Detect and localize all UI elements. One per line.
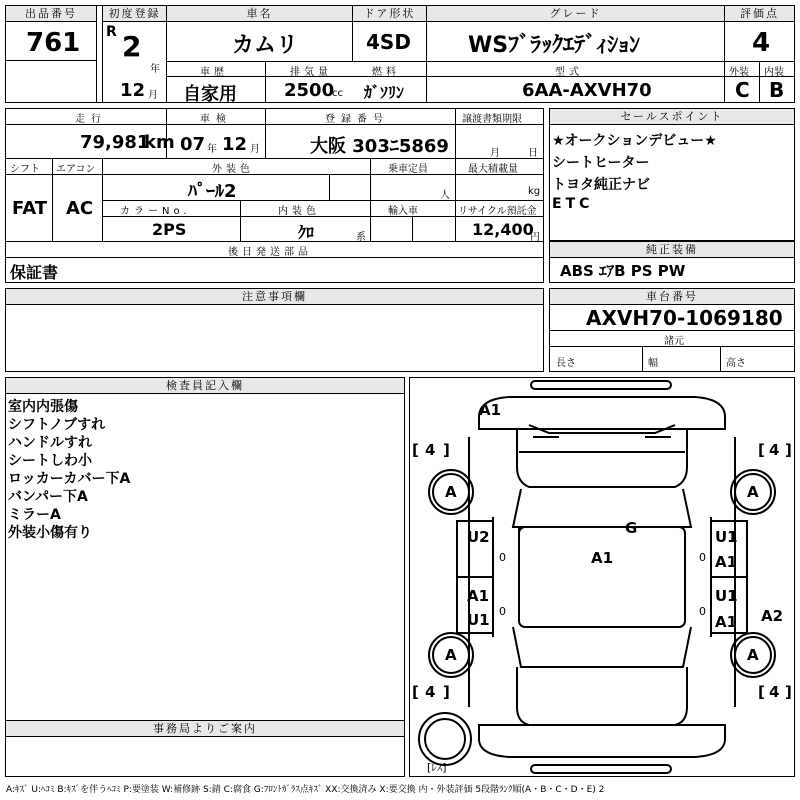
kei-unit: 系 (356, 232, 366, 243)
inspector-note-3: ハンドルすれ (8, 435, 92, 451)
registration-label: 登録番号 (325, 114, 389, 125)
sales-point-4: ETC (552, 196, 594, 212)
zero-right-rear: 0 (699, 605, 706, 618)
mileage-label: 走行 (75, 114, 107, 125)
mark-left-rear-1: A1 (467, 587, 490, 605)
inspector-note-2: シフトノブすれ (8, 417, 106, 433)
mark-center: A1 (591, 549, 614, 567)
width-label: 幅 (648, 358, 658, 369)
recycle-label: リサイクル預託金 (458, 206, 537, 217)
bracket-fl-close: ] (443, 441, 450, 459)
dimensions-label: 諸元 (664, 336, 684, 347)
history-value: 自家用 (183, 84, 237, 105)
sales-point-3: トヨタ純正ナビ (552, 177, 650, 193)
legend: A:ｷｽﾞ U:ﾍｺﾐ B:ｷｽﾞを伴うﾍｺﾐ P:要塗装 W:補修跡 S:錆 C:腐食 G:ﾌﾛﾝﾄｶﾞﾗｽ点ｷｽﾞ XX:交換済み X:要交換 内・外装評価 5段階ﾗﾝｸ順(A・B・C・D・E) 2 (6, 785, 605, 795)
displacement-label: 排気量 (290, 67, 332, 78)
bracket-rr-open: [ (758, 683, 765, 701)
kg-unit: kg (528, 186, 541, 197)
car-diagram (409, 377, 795, 777)
lot-no-value: 761 (26, 28, 81, 58)
ext-color-value: ﾊﾟｰﾙ2 (188, 181, 237, 202)
max-load-label: 最大積載量 (468, 164, 518, 175)
tire-fl: A (445, 483, 457, 501)
person-unit: 人 (440, 190, 450, 201)
genuine-equip-header: 純正装備 (550, 242, 794, 258)
mark-right-front-2: A1 (715, 553, 738, 571)
sales-point-1: ★オークションデビュー★ (552, 133, 717, 149)
length-label: 長さ (556, 358, 576, 369)
int-color-label: 内装色 (278, 206, 320, 217)
transfer-day-unit: 日 (528, 148, 538, 159)
grade-value: WSﾌﾞﾗｯｸｴﾃﾞｨｼｮﾝ (468, 33, 641, 58)
aircon-label: エアコン (56, 164, 96, 175)
insp-year-unit: 年 (207, 144, 217, 155)
insp-month-unit: 月 (250, 144, 260, 155)
inspector-header: 検査員記入欄 (6, 378, 404, 394)
displacement-value: 2500 (284, 80, 335, 101)
bracket-rl-close: ] (443, 683, 450, 701)
tire-depth-fr: 4 (769, 441, 780, 459)
color-no-label: カラーNo. (120, 206, 191, 217)
import-label: 輸入車 (388, 206, 418, 217)
era-value: R (106, 24, 117, 40)
score-value: 4 (752, 28, 771, 58)
km-unit: km (144, 132, 175, 153)
spare-label: [ﾚｽ] (427, 761, 447, 774)
ext-color-label: 外装色 (212, 164, 254, 175)
transfer-doc-label: 譲渡書類期限 (462, 114, 522, 125)
mark-right-rear-1: U1 (715, 587, 738, 605)
score-header: 評価点 (725, 6, 794, 22)
insp-month: 12 (222, 134, 248, 155)
fuel-label: 燃料 (372, 67, 400, 78)
lot-no-header: 出品番号 (6, 6, 96, 22)
mark-g: G (625, 519, 638, 537)
inspector-note-6: バンパー下A (8, 489, 88, 505)
history-label: 車歴 (200, 67, 228, 78)
bracket-fr-open: [ (758, 441, 765, 459)
tire-depth-rr: 4 (769, 683, 780, 701)
shift-label: シフト (10, 164, 40, 175)
bracket-rl-open: [ (412, 683, 419, 701)
notes-header: 注意事項欄 (6, 289, 543, 305)
year-unit: 年 (150, 64, 160, 75)
model-code-value: 6AA-AXVH70 (522, 80, 652, 101)
inspector-note-4: シートしわ小 (8, 453, 92, 469)
grade-header: グレード (427, 6, 724, 22)
interior-value: B (769, 78, 785, 102)
door-value: 4SD (366, 30, 411, 54)
sales-points-header: セールスポイント (550, 109, 794, 125)
zero-left-front: 0 (499, 551, 506, 564)
fuel-value: ｶﾞｿﾘﾝ (364, 83, 405, 102)
mileage-value: 79,981 (80, 132, 150, 153)
insp-year: 07 (180, 134, 206, 155)
inspector-note-5: ロッカーカバー下A (8, 471, 131, 487)
exterior-value: C (735, 78, 750, 102)
car-name-value: カムリ (232, 33, 299, 58)
height-label: 高さ (726, 358, 746, 369)
first-reg-month: 12 (120, 80, 146, 101)
shift-value: FAT (12, 198, 48, 219)
yen-unit: 円 (530, 232, 540, 243)
inspector-note-8: 外装小傷有り (8, 525, 92, 541)
month-unit: 月 (148, 90, 158, 101)
model-code-label: 型式 (555, 67, 583, 78)
inspector-note-1: 室内内張傷 (8, 399, 78, 415)
door-header: ドア形状 (353, 6, 426, 22)
cc-unit: cc (332, 88, 343, 99)
interior-label: 内装 (764, 67, 784, 78)
tire-depth-fl: 4 (425, 441, 436, 459)
genuine-equip-value: ABS ｴｱB PS PW (560, 262, 686, 280)
mark-rear-right: A2 (761, 607, 784, 625)
later-parts-label: 後日発送部品 (228, 247, 312, 258)
recycle-value: 12,400 (472, 220, 534, 239)
color-no-value: 2PS (152, 220, 187, 239)
bracket-fr-close: ] (785, 441, 792, 459)
sales-point-2: シートヒーター (552, 155, 650, 171)
mark-right-rear-2: A1 (715, 613, 738, 631)
exterior-label: 外装 (729, 67, 749, 78)
first-reg-header: 初度登録 (103, 6, 166, 22)
mark-left-front: U2 (467, 528, 490, 546)
office-header: 事務局よりご案内 (6, 721, 404, 737)
transfer-month-unit: 月 (490, 148, 500, 159)
first-reg-year: 2 (122, 30, 142, 63)
car-name-header: 車名 (167, 6, 352, 22)
bracket-rr-close: ] (785, 683, 792, 701)
tire-fr: A (747, 483, 759, 501)
mark-left-rear-2: U1 (467, 611, 490, 629)
zero-right-front: 0 (699, 551, 706, 564)
mark-top: A1 (479, 401, 502, 419)
aircon-value: AC (66, 198, 94, 219)
later-parts-value: 保証書 (10, 263, 59, 282)
inspection-label: 車検 (200, 114, 232, 125)
int-color-value: ｸﾛ (298, 223, 315, 242)
chassis-value: AXVH70-1069180 (586, 306, 783, 330)
tire-rl: A (445, 646, 457, 664)
tire-rr: A (747, 646, 759, 664)
registration-value: 大阪 303ﾆ5869 (310, 136, 449, 157)
inspector-note-7: ミラーA (8, 507, 61, 523)
chassis-header: 車台番号 (550, 289, 794, 305)
mark-right-front-1: U1 (715, 528, 738, 546)
capacity-label: 乗車定員 (388, 164, 428, 175)
tire-depth-rl: 4 (425, 683, 436, 701)
bracket-fl-open: [ (412, 441, 419, 459)
zero-left-rear: 0 (499, 605, 506, 618)
